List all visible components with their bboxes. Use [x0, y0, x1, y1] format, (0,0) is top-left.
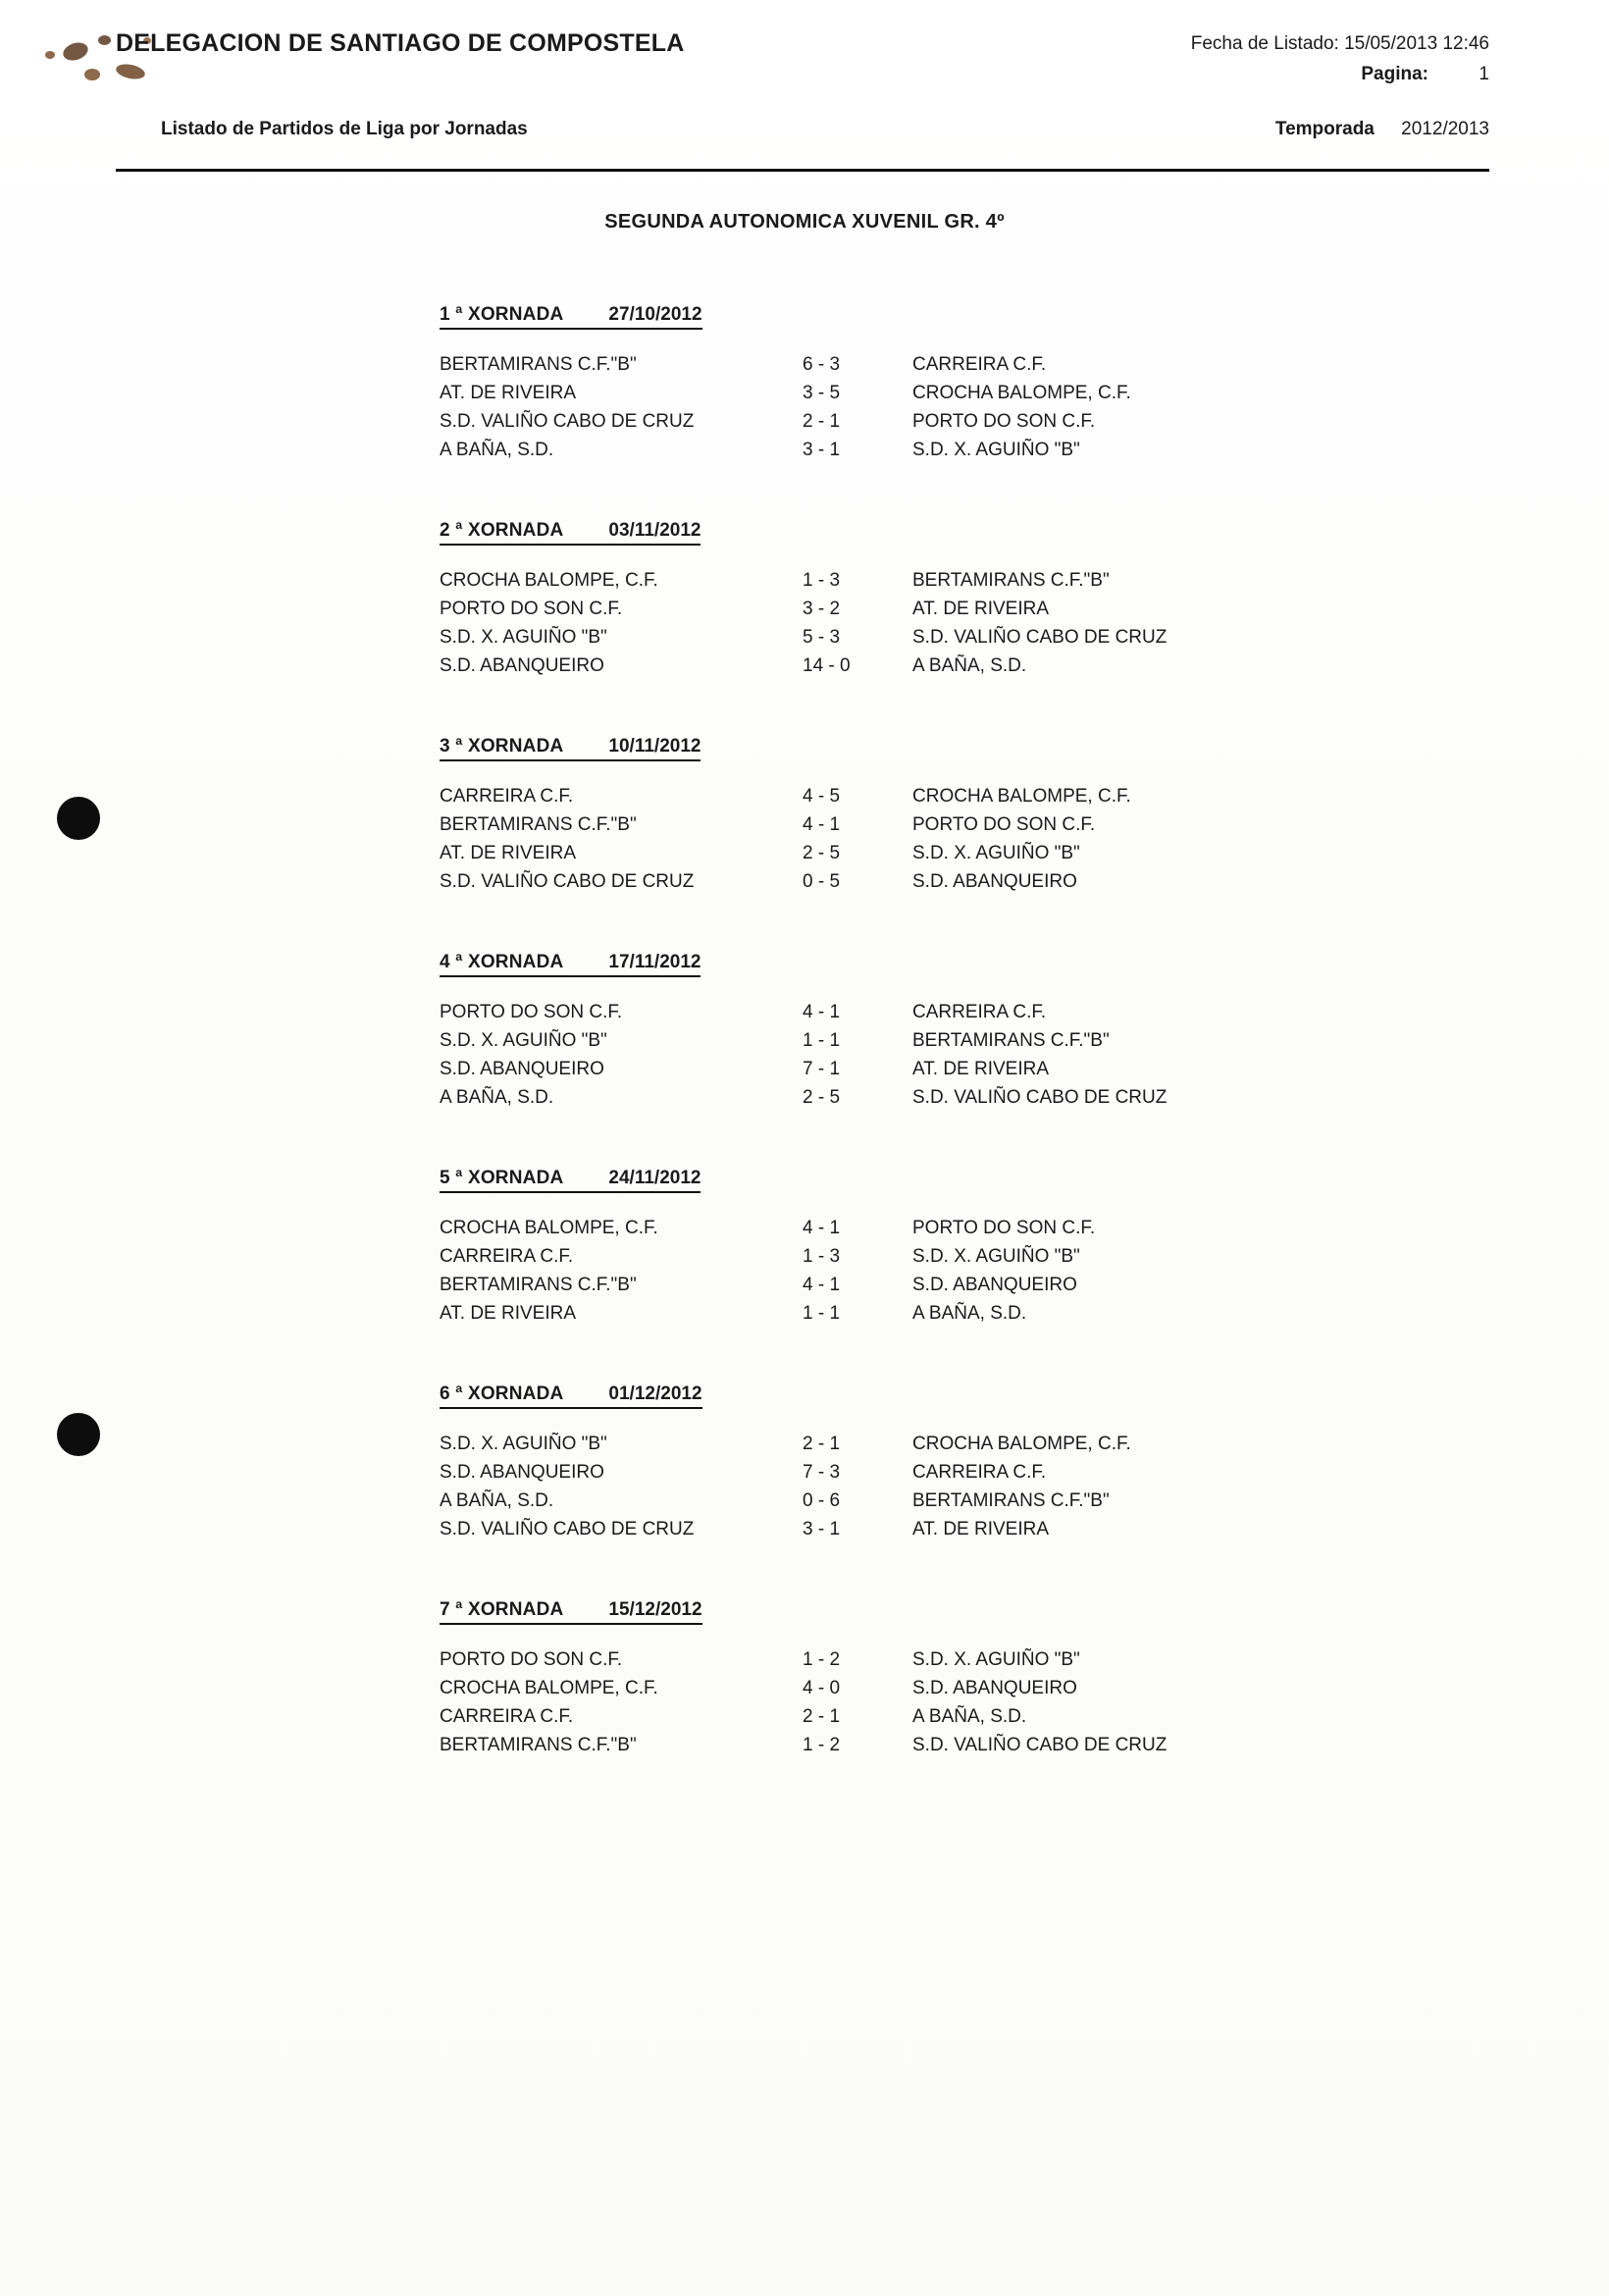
home-team: BERTAMIRANS C.F."B": [440, 354, 637, 375]
match-score: 1 - 1: [803, 1303, 841, 1324]
home-team: AT. DE RIVEIRA: [440, 1303, 577, 1324]
season-block: [1275, 119, 1489, 140]
match-row: [440, 1431, 1479, 1459]
home-team: BERTAMIRANS C.F."B": [440, 1735, 637, 1755]
home-team: S.D. ABANQUEIRO: [440, 1462, 604, 1483]
listing-date: Fecha de Listado: 15/05/2013 12:46: [1190, 33, 1489, 54]
round-date: 03/11/2012: [608, 520, 701, 541]
match-row: [440, 783, 1479, 811]
document-header: [116, 29, 1489, 140]
home-team: S.D. VALIÑO CABO DE CRUZ: [440, 1519, 695, 1539]
round-block: [440, 1383, 1479, 1544]
home-team: PORTO DO SON C.F.: [440, 599, 623, 619]
round-date: 24/11/2012: [608, 1168, 701, 1188]
competition-title: SEGUNDA AUTONOMICA XUVENIL GR. 4º: [604, 211, 1005, 233]
match-score: 1 - 3: [803, 570, 841, 591]
match-score: 2 - 5: [803, 1087, 841, 1108]
away-team: S.D. X. AGUIÑO "B": [912, 843, 1080, 863]
away-team: PORTO DO SON C.F.: [912, 1218, 1096, 1238]
away-team: AT. DE RIVEIRA: [912, 1059, 1050, 1079]
match-row: [440, 351, 1479, 380]
match-score: 0 - 6: [803, 1490, 841, 1511]
match-score: 3 - 1: [803, 440, 841, 460]
round-number: 5 ª XORNADA: [440, 1168, 564, 1188]
home-team: PORTO DO SON C.F.: [440, 1649, 623, 1670]
round-block: [440, 736, 1479, 897]
match-score: 1 - 3: [803, 1246, 841, 1267]
match-row: [440, 1675, 1479, 1703]
match-score: 3 - 2: [803, 599, 841, 619]
round-header: [440, 952, 701, 977]
ink-smudge: [98, 35, 111, 45]
round-date: 10/11/2012: [608, 736, 701, 757]
match-row: [440, 1487, 1479, 1516]
away-team: CROCHA BALOMPE, C.F.: [912, 786, 1131, 807]
round-block: [440, 304, 1479, 465]
match-row: [440, 1646, 1479, 1675]
away-team: S.D. ABANQUEIRO: [912, 1678, 1077, 1698]
round-header: [440, 520, 701, 546]
ink-smudge: [84, 69, 100, 80]
match-score: 2 - 1: [803, 1706, 841, 1727]
match-row: [440, 567, 1479, 596]
hole-punch-mark: [57, 797, 100, 840]
round-block: [440, 952, 1479, 1113]
match-score: 5 - 3: [803, 627, 841, 648]
match-row: [440, 811, 1479, 840]
home-team: CROCHA BALOMPE, C.F.: [440, 570, 658, 591]
away-team: AT. DE RIVEIRA: [912, 1519, 1050, 1539]
home-team: CROCHA BALOMPE, C.F.: [440, 1218, 658, 1238]
round-date: 01/12/2012: [608, 1383, 702, 1404]
home-team: PORTO DO SON C.F.: [440, 1002, 623, 1022]
round-number: 2 ª XORNADA: [440, 520, 564, 541]
match-score: 2 - 1: [803, 411, 841, 432]
home-team: BERTAMIRANS C.F."B": [440, 1275, 637, 1295]
round-number: 3 ª XORNADA: [440, 736, 564, 757]
away-team: CARREIRA C.F.: [912, 1002, 1047, 1022]
match-score: 4 - 1: [803, 1002, 841, 1022]
match-score: 1 - 2: [803, 1735, 841, 1755]
match-score: 7 - 1: [803, 1059, 841, 1079]
round-date: 17/11/2012: [608, 952, 701, 972]
match-score: 4 - 1: [803, 1218, 841, 1238]
home-team: S.D. VALIÑO CABO DE CRUZ: [440, 871, 695, 892]
home-team: BERTAMIRANS C.F."B": [440, 814, 637, 835]
round-number: 1 ª XORNADA: [440, 304, 564, 325]
round-number: 7 ª XORNADA: [440, 1599, 564, 1620]
match-score: 2 - 5: [803, 843, 841, 863]
away-team: PORTO DO SON C.F.: [912, 411, 1096, 432]
match-score: 2 - 1: [803, 1434, 841, 1454]
match-row: [440, 1243, 1479, 1272]
match-row: [440, 1516, 1479, 1544]
match-row: [440, 1459, 1479, 1487]
match-row: [440, 408, 1479, 437]
away-team: A BAÑA, S.D.: [912, 655, 1027, 676]
match-score: 3 - 1: [803, 1519, 841, 1539]
match-score: 4 - 5: [803, 786, 841, 807]
home-team: AT. DE RIVEIRA: [440, 843, 577, 863]
hole-punch-mark: [57, 1413, 100, 1456]
match-row: [440, 380, 1479, 408]
match-score: 4 - 1: [803, 814, 841, 835]
away-team: S.D. ABANQUEIRO: [912, 1275, 1077, 1295]
delegation-title: DELEGACION DE SANTIAGO DE COMPOSTELA: [116, 29, 685, 57]
away-team: A BAÑA, S.D.: [912, 1303, 1027, 1324]
round-header: [440, 1599, 702, 1625]
match-row: [440, 1027, 1479, 1056]
round-header: [440, 1383, 702, 1409]
home-team: CARREIRA C.F.: [440, 1706, 574, 1727]
season-value: 2012/2013: [1401, 118, 1489, 139]
match-score: 0 - 5: [803, 871, 841, 892]
match-score: 4 - 0: [803, 1678, 841, 1698]
home-team: AT. DE RIVEIRA: [440, 383, 577, 403]
home-team: A BAÑA, S.D.: [440, 1490, 554, 1511]
match-row: [440, 1732, 1479, 1760]
home-team: S.D. ABANQUEIRO: [440, 1059, 604, 1079]
away-team: S.D. VALIÑO CABO DE CRUZ: [912, 1735, 1168, 1755]
round-date: 27/10/2012: [608, 304, 702, 325]
round-header: [440, 736, 701, 761]
match-row: [440, 1215, 1479, 1243]
away-team: A BAÑA, S.D.: [912, 1706, 1027, 1727]
match-score: 14 - 0: [803, 655, 851, 676]
match-row: [440, 624, 1479, 652]
page-number: 1: [1479, 64, 1489, 85]
round-date: 15/12/2012: [608, 1599, 702, 1620]
header-divider: [116, 169, 1489, 172]
match-score: 3 - 5: [803, 383, 841, 403]
match-row: [440, 840, 1479, 868]
away-team: BERTAMIRANS C.F."B": [912, 1490, 1110, 1511]
round-block: [440, 1599, 1479, 1760]
away-team: CROCHA BALOMPE, C.F.: [912, 1434, 1131, 1454]
ink-smudge: [45, 51, 55, 59]
home-team: A BAÑA, S.D.: [440, 440, 554, 460]
away-team: BERTAMIRANS C.F."B": [912, 1030, 1110, 1051]
match-score: 1 - 2: [803, 1649, 841, 1670]
home-team: CARREIRA C.F.: [440, 1246, 574, 1267]
match-row: [440, 999, 1479, 1027]
match-score: 7 - 3: [803, 1462, 841, 1483]
home-team: CARREIRA C.F.: [440, 786, 574, 807]
home-team: S.D. ABANQUEIRO: [440, 655, 604, 676]
home-team: S.D. VALIÑO CABO DE CRUZ: [440, 411, 695, 432]
round-number: 4 ª XORNADA: [440, 952, 564, 972]
match-score: 1 - 1: [803, 1030, 841, 1051]
match-row: [440, 868, 1479, 897]
away-team: S.D. ABANQUEIRO: [912, 871, 1077, 892]
season-label: Temporada: [1274, 118, 1375, 139]
away-team: BERTAMIRANS C.F."B": [912, 570, 1110, 591]
away-team: S.D. VALIÑO CABO DE CRUZ: [912, 1087, 1168, 1108]
away-team: AT. DE RIVEIRA: [912, 599, 1050, 619]
match-row: [440, 1272, 1479, 1300]
round-header: [440, 304, 702, 330]
match-score: 6 - 3: [803, 354, 841, 375]
match-row: [440, 652, 1479, 681]
match-row: [440, 1300, 1479, 1329]
match-row: [440, 1056, 1479, 1084]
round-number: 6 ª XORNADA: [440, 1383, 564, 1404]
round-block: [440, 520, 1479, 681]
away-team: CROCHA BALOMPE, C.F.: [912, 383, 1131, 403]
listing-subtitle: Listado de Partidos de Liga por Jornadas: [161, 118, 528, 139]
away-team: S.D. X. AGUIÑO "B": [912, 440, 1080, 460]
match-row: [440, 437, 1479, 465]
away-team: CARREIRA C.F.: [912, 1462, 1047, 1483]
match-row: [440, 1703, 1479, 1732]
round-header: [440, 1168, 701, 1193]
away-team: S.D. X. AGUIÑO "B": [912, 1649, 1080, 1670]
home-team: S.D. X. AGUIÑO "B": [440, 1030, 607, 1051]
away-team: CARREIRA C.F.: [912, 354, 1047, 375]
match-row: [440, 596, 1479, 624]
away-team: PORTO DO SON C.F.: [912, 814, 1096, 835]
away-team: S.D. X. AGUIÑO "B": [912, 1246, 1080, 1267]
match-score: 4 - 1: [803, 1275, 841, 1295]
home-team: A BAÑA, S.D.: [440, 1087, 554, 1108]
home-team: CROCHA BALOMPE, C.F.: [440, 1678, 658, 1698]
home-team: S.D. X. AGUIÑO "B": [440, 627, 607, 648]
rounds-list: [440, 304, 1479, 1815]
page-label: Pagina:: [1361, 64, 1428, 85]
home-team: S.D. X. AGUIÑO "B": [440, 1434, 607, 1454]
away-team: S.D. VALIÑO CABO DE CRUZ: [912, 627, 1168, 648]
match-row: [440, 1084, 1479, 1113]
round-block: [440, 1168, 1479, 1329]
